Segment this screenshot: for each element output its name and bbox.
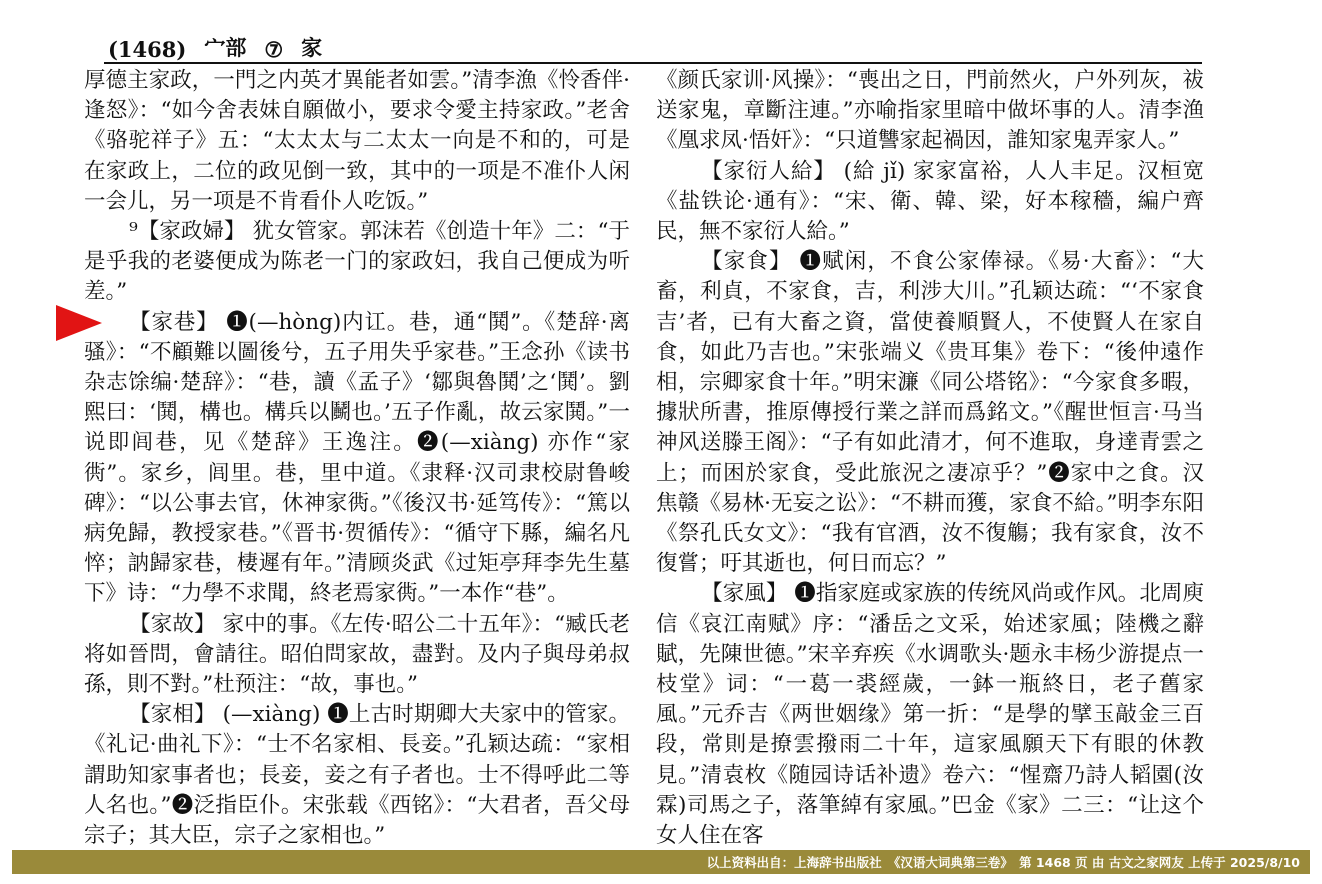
entry-jiaxiang-steward: 【家相】 (—xiàng) ❶上古时期卿大夫家中的管家。《礼记·曲礼下》：“士不名家相、長妾。”孔颖达疏：“家相謂助知家事者也；長妾，妾之有子者也。士不得呼此二等人名也。”❷泛指臣仆。宋张载《西铭》：“大君者，吾父母宗子；其大臣，宗子之家相也。” bbox=[84, 702, 630, 849]
source-footer: 以上资料出自：上海辞书出版社 《汉语大词典第三卷》 第 1468 页 由 古文之家网友 上传于 2025/8/10 bbox=[12, 850, 1310, 874]
entry-jiagu: 【家故】 家中的事。《左传·昭公二十五年》：“臧氏老将如晉問，會請往。昭伯問家故，盡對。及内子與母弟叔孫，則不對。”杜预注：“故，事也。” bbox=[84, 611, 630, 698]
entry-paragraph: 厚德主家政，一門之内英才異能者如雲。”清李漁《怜香伴·逢怒》：“如今舍表妹自願做小，要求令愛主持家政。”老舍《骆驼祥子》五：“太太太与二太太一向是不和的，可是在家政上，二位的政见倒一致，其中的一项是不准仆人闲一会儿，另一项是不肯看仆人吃饭。” bbox=[84, 68, 630, 214]
page-number: (1468) bbox=[108, 37, 187, 62]
head-character: 家 bbox=[301, 35, 323, 60]
entry-jiayanrenji: 【家衍人給】 (給 jǐ) 家家富裕，人人丰足。汉桓宽《盐铁论·通有》：“宋、衛、韓、梁，好本稼穡，編户齊民，無不家衍人給。” bbox=[656, 158, 1204, 245]
header-rule bbox=[104, 62, 1202, 64]
right-column bbox=[656, 66, 1204, 851]
left-column bbox=[84, 66, 630, 851]
page-header bbox=[108, 28, 322, 62]
entry-jiafeng: 【家風】 ❶指家庭或家族的传统风尚或作风。北周庾信《哀江南赋》序：“潘岳之文采，始述家風；陸機之辭賦，先陳世德。”宋辛弃疾《水调歌头·题永丰杨少游提点一枝堂》词：“一葛一裘經歲，一鉢一瓶終日，老子舊家風。”元乔吉《两世姻缘》第一折：“是學的擘玉敲金三百段，常則是撩雲撥雨二十年，這家風願天下有眼的休教見。”清袁枚《随园诗话补遗》卷六：“惺齋乃詩人韬園(汝霖)司馬之子，落筆綽有家風。”巴金《家》二三：“让这个女人住在客 bbox=[656, 581, 1204, 849]
radical-label: 宀部 bbox=[204, 35, 247, 60]
entry-paragraph-continued: 《颜氏家训·风操》：“喪出之日，門前然火，户外列灰，祓送家鬼，章斷注連。”亦喻指家里暗中做坏事的人。清李渔《凰求凤·悟奸》：“只道讐家起禍因，誰知家鬼弄家人。” bbox=[656, 68, 1204, 154]
entry-jiashi: 【家食】 ❶赋闲，不食公家俸禄。《易·大畜》：“大畜，利貞，不家食，吉，利涉大川。”孔颖达疏：“‘不家食吉’者，已有大畜之資，當使養順賢人，不使賢人在家自食，如此乃吉也。”宋张端义《贵耳集》卷下：“後仲遠作相，宗卿家食十年。”明宋濂《同公塔铭》：“今家食多暇，據狀所書，推原傳授行業之詳而爲銘文。”《醒世恒言·马当神风送滕王阁》：“子有如此清才，何不進取，身達青雲之上；而困於家食，受此旅況之凄凉乎？”❷家中之食。汉焦赣《易林·无妄之讼》：“不耕而獲，家食不給。”明李东阳《祭孔氏女文》：“我有官酒，汝不復觴；我有家食，汝不復嘗；吁其逝也，何日而忘？” bbox=[656, 249, 1204, 577]
entry-jiazhengfu: ⁹【家政婦】 犹女管家。郭沫若《创造十年》二：“于是乎我的老婆便成为陈老一门的家政妇，我自己便成为听差。” bbox=[84, 219, 630, 305]
stroke-count: ⑦ bbox=[264, 37, 284, 62]
entry-jiaxiang: 【家巷】 ❶(—hòng)内讧。巷，通“鬨”。《楚辞·离骚》：“不顧難以圖後兮，五子用失乎家巷。”王念孙《读书杂志馀编·楚辞》：“巷，讀《孟子》‘鄒與魯鬨’之‘鬨’。劉熙曰：‘鬨，構也。構兵以鬭也。’五子作亂，故云家鬨。”一说即闾巷，见《楚辞》王逸注。❷(—xiàng) 亦作“家衖”。家乡，闾里。巷，里中道。《隶释·汉司隶校尉鲁峻碑》：“以公事去官，休神家衖。”《後汉书·延笃传》：“篤以病免歸，教授家巷。”《晋书·贺循传》：“循守下縣，編名凡悴；訥歸家巷，棲遲有年。”清顾炎武《过矩亭拜李先生墓下》诗：“力學不求聞，終老焉家衖。”一本作“巷”。 bbox=[84, 309, 630, 607]
